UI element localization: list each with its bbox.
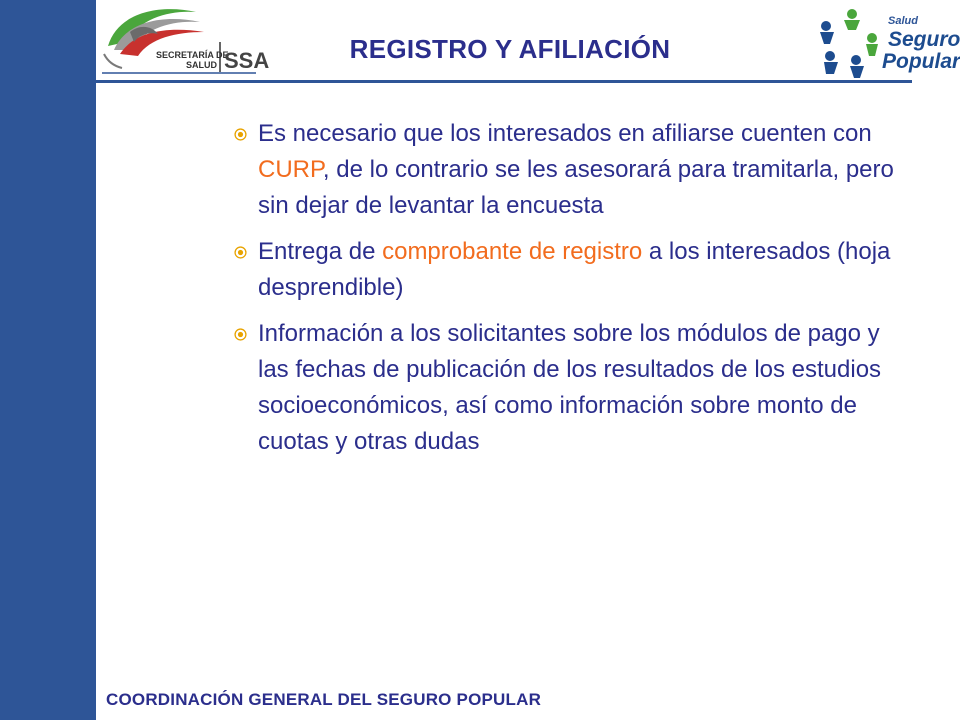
seguro-popular-logo	[812, 2, 960, 82]
ssa-logo	[100, 2, 270, 78]
bullet-text: Entrega de	[258, 238, 383, 265]
bullet-highlight: comprobante de registro	[382, 238, 643, 265]
bullet-text: a los interesados (hoja desprendible)	[258, 238, 891, 301]
bullet-highlight: CURP	[258, 156, 323, 183]
bullet-target-icon	[234, 328, 247, 341]
bullet-target-icon	[234, 128, 247, 141]
bullet-target-icon	[234, 246, 247, 259]
bullet-text: , de lo contrario se les asesorará para tramitarla, pero sin dejar de levantar la encuesta	[258, 156, 894, 219]
bullet-list	[230, 116, 910, 470]
ssa-logo-line2: SALUD	[186, 60, 217, 70]
footer-text: COORDINACIÓN GENERAL DEL SEGURO POPULAR	[106, 690, 542, 709]
bullet-text: Información a los solicitantes sobre los módulos de pago y las fechas de publicación de los resultados de los estudios socioeconómicos, así como información sobre monto de cuotas y otras dudas	[258, 320, 882, 455]
header-divider	[30, 80, 912, 83]
slide-title: REGISTRO Y AFILIACIÓN	[349, 34, 671, 64]
logo-small-text: Salud	[888, 15, 918, 27]
logo-line1: Seguro	[888, 28, 960, 51]
bullet-item	[230, 116, 910, 224]
ssa-logo-line1: SECRETARÍA DE	[156, 50, 229, 60]
logo-line2: Popular	[882, 50, 960, 73]
bullet-text: Es necesario que los interesados en afiliarse cuenten con	[258, 120, 872, 147]
ssa-logo-abbr: SSA	[224, 48, 270, 73]
left-sidebar-band	[0, 0, 96, 720]
seguro-popular-figures-icon	[820, 9, 878, 78]
bullet-item	[230, 316, 910, 460]
bullet-item	[230, 234, 910, 306]
